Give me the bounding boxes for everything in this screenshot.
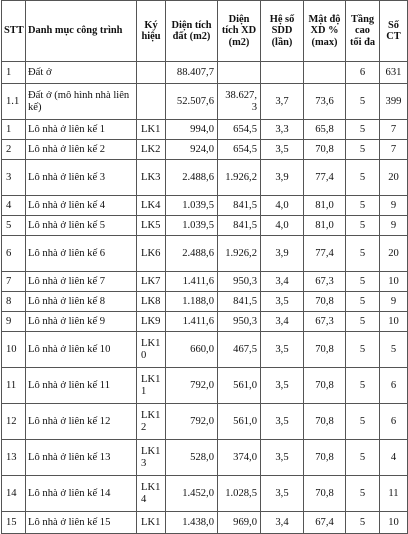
cell-far: 3,4 xyxy=(261,512,304,534)
cell-area: 528,0 xyxy=(166,440,218,476)
cell-units: 9 xyxy=(380,292,408,312)
cell-code: LK2 xyxy=(137,140,166,160)
cell-code: LK5 xyxy=(137,216,166,236)
cell-area: 2.488,6 xyxy=(166,236,218,272)
table-row xyxy=(2,120,408,140)
cell-units: 5 xyxy=(380,332,408,368)
header-far: Hệ số SDD (lần) xyxy=(261,1,304,62)
cell-built-area: 1.028,5 xyxy=(218,476,261,512)
cell-floors: 5 xyxy=(346,196,380,216)
cell-code: LK4 xyxy=(137,196,166,216)
cell-density: 70,8 xyxy=(304,140,346,160)
cell-units: 20 xyxy=(380,236,408,272)
cell-built-area: 1.926,2 xyxy=(218,160,261,196)
cell-code: LK1 xyxy=(137,512,166,534)
cell-built-area: 950,3 xyxy=(218,312,261,332)
cell-name: Lô nhà ở liên kế 8 xyxy=(26,292,137,312)
cell-density: 67,4 xyxy=(304,512,346,534)
cell-code: LK1 xyxy=(137,120,166,140)
cell-stt: 9 xyxy=(2,312,26,332)
cell-built-area: 841,5 xyxy=(218,216,261,236)
cell-code: LK10 xyxy=(137,332,166,368)
table-row xyxy=(2,216,408,236)
cell-stt: 3 xyxy=(2,160,26,196)
cell-far: 3,5 xyxy=(261,440,304,476)
cell-density: 77,4 xyxy=(304,160,346,196)
table-row xyxy=(2,84,408,120)
cell-area: 1.411,6 xyxy=(166,272,218,292)
table-row xyxy=(2,272,408,292)
cell-built-area: 654,5 xyxy=(218,140,261,160)
table-row xyxy=(2,440,408,476)
cell-area: 994,0 xyxy=(166,120,218,140)
cell-stt: 14 xyxy=(2,476,26,512)
cell-far: 3,5 xyxy=(261,404,304,440)
cell-units: 6 xyxy=(380,404,408,440)
cell-density: 70,8 xyxy=(304,440,346,476)
land-use-table xyxy=(1,0,408,534)
cell-name: Lô nhà ở liên kế 9 xyxy=(26,312,137,332)
cell-density xyxy=(304,62,346,84)
cell-units: 9 xyxy=(380,216,408,236)
table-row xyxy=(2,236,408,272)
cell-density: 70,8 xyxy=(304,292,346,312)
cell-code: LK12 xyxy=(137,404,166,440)
cell-far: 3,5 xyxy=(261,332,304,368)
cell-density: 67,3 xyxy=(304,312,346,332)
cell-area: 660,0 xyxy=(166,332,218,368)
cell-far: 3,4 xyxy=(261,272,304,292)
cell-floors: 5 xyxy=(346,476,380,512)
cell-name: Đất ở (mô hình nhà liên kế) xyxy=(26,84,137,120)
table-row xyxy=(2,476,408,512)
cell-floors: 5 xyxy=(346,332,380,368)
cell-name: Lô nhà ở liên kế 10 xyxy=(26,332,137,368)
cell-area: 1.452,0 xyxy=(166,476,218,512)
cell-units: 399 xyxy=(380,84,408,120)
cell-floors: 5 xyxy=(346,292,380,312)
header-built-area: Diện tích XD (m2) xyxy=(218,1,261,62)
cell-name: Lô nhà ở liên kế 3 xyxy=(26,160,137,196)
cell-built-area: 561,0 xyxy=(218,404,261,440)
cell-density: 65,8 xyxy=(304,120,346,140)
cell-far: 3,9 xyxy=(261,160,304,196)
cell-density: 77,4 xyxy=(304,236,346,272)
cell-built-area: 561,0 xyxy=(218,368,261,404)
cell-floors: 5 xyxy=(346,160,380,196)
cell-area: 88.407,7 xyxy=(166,62,218,84)
cell-name: Lô nhà ở liên kế 13 xyxy=(26,440,137,476)
cell-area: 52.507,6 xyxy=(166,84,218,120)
cell-name: Lô nhà ở liên kế 12 xyxy=(26,404,137,440)
cell-density: 70,8 xyxy=(304,368,346,404)
cell-far xyxy=(261,62,304,84)
cell-area: 1.039,5 xyxy=(166,196,218,216)
cell-far: 3,4 xyxy=(261,312,304,332)
cell-built-area: 1.926,2 xyxy=(218,236,261,272)
cell-density: 81,0 xyxy=(304,196,346,216)
cell-built-area: 38.627,3 xyxy=(218,84,261,120)
table-row xyxy=(2,62,408,84)
header-units: Số CT xyxy=(380,1,408,62)
cell-name: Lô nhà ở liên kế 2 xyxy=(26,140,137,160)
cell-code: LK14 xyxy=(137,476,166,512)
cell-area: 2.488,6 xyxy=(166,160,218,196)
table-row xyxy=(2,140,408,160)
cell-far: 3,5 xyxy=(261,292,304,312)
header-density: Mật độ XD % (max) xyxy=(304,1,346,62)
cell-far: 4,0 xyxy=(261,216,304,236)
table-row xyxy=(2,368,408,404)
cell-floors: 5 xyxy=(346,440,380,476)
cell-stt: 1 xyxy=(2,120,26,140)
cell-floors: 5 xyxy=(346,216,380,236)
header-area: Diện tích đất (m2) xyxy=(166,1,218,62)
cell-far: 4,0 xyxy=(261,196,304,216)
cell-name: Lô nhà ở liên kế 7 xyxy=(26,272,137,292)
table-row xyxy=(2,196,408,216)
cell-area: 1.438,0 xyxy=(166,512,218,534)
cell-stt: 4 xyxy=(2,196,26,216)
cell-built-area: 374,0 xyxy=(218,440,261,476)
cell-area: 1.039,5 xyxy=(166,216,218,236)
table-row xyxy=(2,512,408,534)
cell-far: 3,5 xyxy=(261,476,304,512)
cell-floors: 5 xyxy=(346,236,380,272)
cell-floors: 6 xyxy=(346,62,380,84)
cell-far: 3,9 xyxy=(261,236,304,272)
cell-floors: 5 xyxy=(346,272,380,292)
cell-area: 924,0 xyxy=(166,140,218,160)
table-header-row xyxy=(2,1,408,62)
table-row xyxy=(2,404,408,440)
cell-density: 67,3 xyxy=(304,272,346,292)
cell-code: LK8 xyxy=(137,292,166,312)
cell-code: LK9 xyxy=(137,312,166,332)
cell-units: 7 xyxy=(380,140,408,160)
header-floors: Tầng cao tối đa xyxy=(346,1,380,62)
cell-units: 11 xyxy=(380,476,408,512)
cell-built-area: 950,3 xyxy=(218,272,261,292)
cell-density: 73,6 xyxy=(304,84,346,120)
cell-units: 9 xyxy=(380,196,408,216)
cell-floors: 5 xyxy=(346,368,380,404)
cell-name: Lô nhà ở liên kế 6 xyxy=(26,236,137,272)
cell-name: Lô nhà ở liên kế 14 xyxy=(26,476,137,512)
table-row xyxy=(2,160,408,196)
cell-stt: 2 xyxy=(2,140,26,160)
cell-units: 10 xyxy=(380,272,408,292)
cell-name: Lô nhà ở liên kế 11 xyxy=(26,368,137,404)
cell-floors: 5 xyxy=(346,120,380,140)
cell-built-area xyxy=(218,62,261,84)
cell-area: 792,0 xyxy=(166,368,218,404)
cell-name: Lô nhà ở liên kế 1 xyxy=(26,120,137,140)
cell-units: 10 xyxy=(380,512,408,534)
cell-far: 3,5 xyxy=(261,368,304,404)
cell-stt: 11 xyxy=(2,368,26,404)
table-row xyxy=(2,312,408,332)
cell-name: Đất ở xyxy=(26,62,137,84)
cell-floors: 5 xyxy=(346,404,380,440)
header-code: Ký hiệu xyxy=(137,1,166,62)
cell-built-area: 467,5 xyxy=(218,332,261,368)
cell-stt: 6 xyxy=(2,236,26,272)
cell-name: Lô nhà ở liên kế 5 xyxy=(26,216,137,236)
cell-density: 70,8 xyxy=(304,476,346,512)
cell-units: 7 xyxy=(380,120,408,140)
cell-name: Lô nhà ở liên kế 15 xyxy=(26,512,137,534)
cell-stt: 13 xyxy=(2,440,26,476)
table-row xyxy=(2,292,408,312)
cell-area: 1.411,6 xyxy=(166,312,218,332)
cell-far: 3,7 xyxy=(261,84,304,120)
cell-name: Lô nhà ở liên kế 4 xyxy=(26,196,137,216)
cell-stt: 1 xyxy=(2,62,26,84)
cell-code xyxy=(137,62,166,84)
cell-units: 20 xyxy=(380,160,408,196)
cell-floors: 5 xyxy=(346,512,380,534)
cell-units: 631 xyxy=(380,62,408,84)
cell-code: LK11 xyxy=(137,368,166,404)
cell-stt: 1.1 xyxy=(2,84,26,120)
header-name: Danh mục công trình xyxy=(26,1,137,62)
cell-stt: 15 xyxy=(2,512,26,534)
cell-density: 81,0 xyxy=(304,216,346,236)
cell-stt: 12 xyxy=(2,404,26,440)
cell-code: LK3 xyxy=(137,160,166,196)
cell-built-area: 841,5 xyxy=(218,196,261,216)
cell-built-area: 841,5 xyxy=(218,292,261,312)
cell-code: LK6 xyxy=(137,236,166,272)
cell-code: LK13 xyxy=(137,440,166,476)
cell-built-area: 654,5 xyxy=(218,120,261,140)
cell-units: 6 xyxy=(380,368,408,404)
cell-density: 70,8 xyxy=(304,332,346,368)
cell-units: 10 xyxy=(380,312,408,332)
cell-density: 70,8 xyxy=(304,404,346,440)
table-row xyxy=(2,332,408,368)
cell-area: 1.188,0 xyxy=(166,292,218,312)
cell-floors: 5 xyxy=(346,312,380,332)
cell-floors: 5 xyxy=(346,84,380,120)
cell-code xyxy=(137,84,166,120)
cell-stt: 5 xyxy=(2,216,26,236)
cell-stt: 8 xyxy=(2,292,26,312)
cell-stt: 10 xyxy=(2,332,26,368)
cell-units: 4 xyxy=(380,440,408,476)
cell-built-area: 969,0 xyxy=(218,512,261,534)
cell-stt: 7 xyxy=(2,272,26,292)
cell-code: LK7 xyxy=(137,272,166,292)
header-stt: STT xyxy=(2,1,26,62)
cell-far: 3,5 xyxy=(261,140,304,160)
cell-floors: 5 xyxy=(346,140,380,160)
cell-area: 792,0 xyxy=(166,404,218,440)
cell-far: 3,3 xyxy=(261,120,304,140)
